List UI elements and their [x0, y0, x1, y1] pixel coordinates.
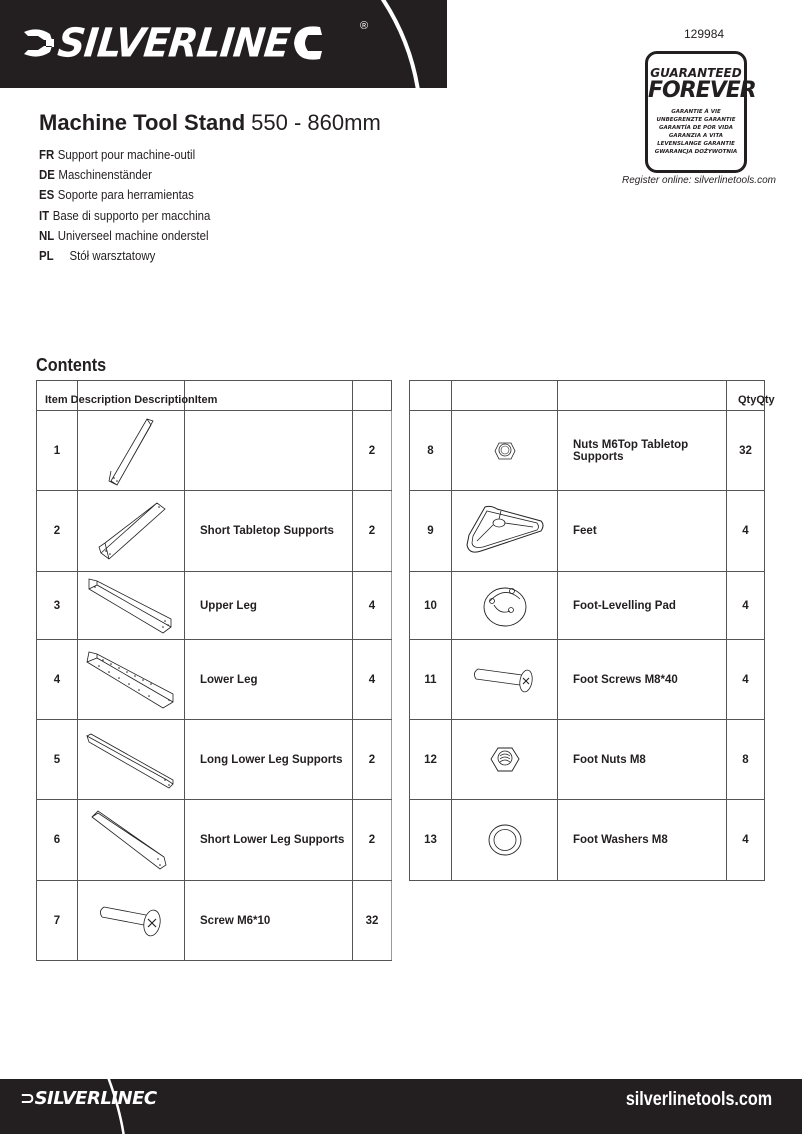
- guarantee-de: UNBEGRENZTE GARANTIE: [656, 117, 736, 123]
- table-header-row: [410, 381, 765, 411]
- guarantee-line2: FOREVER: [648, 78, 756, 103]
- table-row: 9 Feet 4: [410, 491, 765, 572]
- table-row: 13 Foot Washers M8 4: [410, 800, 765, 881]
- right-table-header: QtyQty: [738, 394, 775, 406]
- translation-pl: PL Stół warsztatowy: [39, 247, 156, 263]
- contents-table-left: [36, 380, 392, 961]
- product-title: Machine Tool Stand: [39, 110, 246, 135]
- product-code: 129984: [684, 27, 725, 41]
- table-row: 3 Upper Leg 4: [37, 572, 392, 640]
- table-row: 7 Screw M6*10 32: [37, 881, 392, 961]
- table-row: 8 Nuts M6Top Tabletop Supports 32: [410, 411, 765, 491]
- guarantee-pl: GWARANCJA DOŻYWOTNIA: [654, 149, 738, 155]
- spanner-left-icon: [22, 26, 56, 60]
- guarantee-line1: GUARANTEED: [650, 66, 742, 80]
- table-row: 4 Lower Leg 4: [37, 640, 392, 720]
- screw-icon: [96, 901, 166, 941]
- table-row: 5 Long Lower Leg Supports 2: [37, 720, 392, 800]
- product-size: 550 - 860mm: [251, 110, 381, 135]
- guarantee-badge: [645, 51, 756, 173]
- translation-nl: NL Universeel machine onderstel: [39, 227, 209, 243]
- washer-icon: [487, 822, 523, 858]
- translation-de: DE Maschinenständer: [39, 167, 152, 183]
- left-table-header: Item Description DescriptionItem: [45, 394, 218, 406]
- footer-logo: ⊃SILVERLINEC: [20, 1088, 157, 1109]
- short-tabletop-support-icon: [91, 499, 171, 563]
- guarantee-nl: LEVENSLANGE GARANTIE: [657, 141, 735, 147]
- header-banner: [0, 0, 447, 88]
- table-row: 2 Short Tabletop Supports 2: [37, 491, 392, 572]
- table-row: 6 Short Lower Leg Supports 2: [37, 800, 392, 881]
- guarantee-es: GARANTÍA DE POR VIDA: [658, 125, 734, 131]
- contents-table-right: [409, 380, 765, 881]
- table-row: 1 2: [37, 411, 392, 491]
- foot-icon: [463, 503, 547, 559]
- short-lower-leg-support-icon: [88, 807, 174, 873]
- long-lower-leg-support-icon: [83, 730, 179, 790]
- registered-mark: ®: [360, 20, 369, 32]
- footer-website-link[interactable]: silverlinetools.com: [625, 1089, 772, 1110]
- logo-text: SILVERLINE: [55, 19, 292, 67]
- levelling-pad-icon: [480, 583, 530, 629]
- table-row: 10 Foot-Levelling Pad 4: [410, 572, 765, 640]
- translation-it: IT Base di supporto per macchina: [39, 207, 211, 223]
- translation-es: ES Soporte para herramientas: [39, 187, 194, 203]
- page-title: [39, 110, 381, 136]
- spanner-right-icon: [290, 23, 324, 63]
- translation-fr: FR Support pour machine-outil: [39, 147, 196, 162]
- table-row: 12 Foot Nuts M8 8: [410, 720, 765, 800]
- nut-icon: [493, 440, 517, 462]
- guarantee-it: GARANZIA A VITA: [668, 133, 724, 139]
- contents-heading: Contents: [36, 355, 107, 375]
- lower-leg-icon: [83, 648, 179, 712]
- long-tabletop-support-icon: [101, 415, 161, 487]
- foot-screw-icon: [472, 665, 538, 695]
- upper-leg-icon: [83, 575, 179, 637]
- table-row: 11 Foot Screws M8*40 4: [410, 640, 765, 720]
- translation-list: [39, 145, 234, 266]
- silverline-logo: [22, 18, 369, 68]
- hex-nut-icon: [489, 745, 521, 775]
- register-online-link[interactable]: Register online: silverlinetools.com: [622, 175, 776, 186]
- guarantee-fr: GARANTIE À VIE: [671, 109, 721, 115]
- footer-banner: [0, 1079, 802, 1134]
